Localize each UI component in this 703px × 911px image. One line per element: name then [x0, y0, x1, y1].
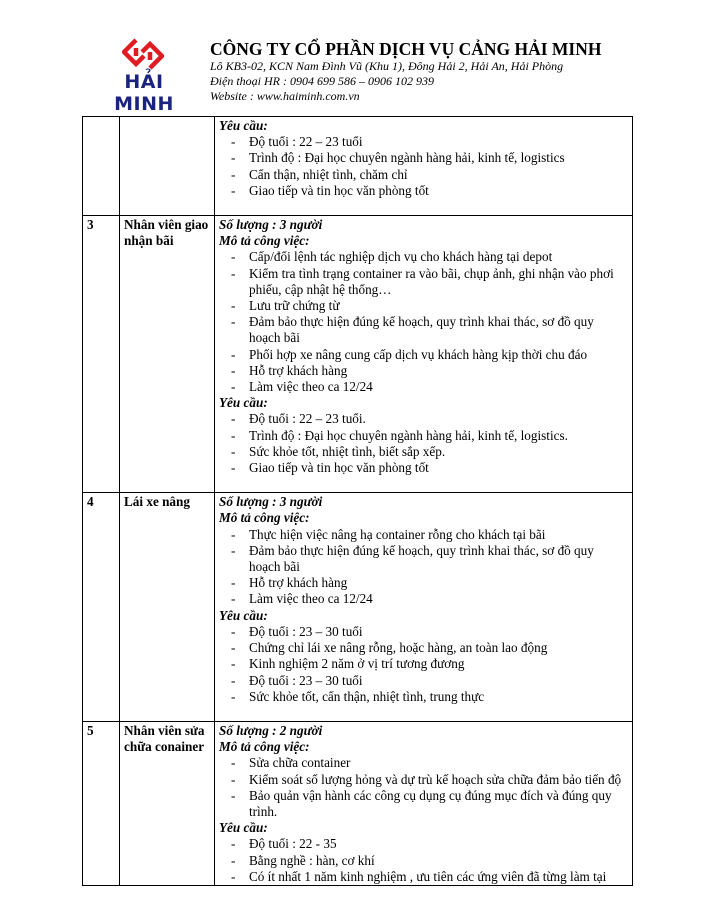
description-item: - Lưu trữ chứng từ [219, 298, 628, 314]
requirement-item: - Sức khỏe tốt, cẩn thận, nhiệt tình, trung thực [219, 689, 628, 705]
job-position: Lái xe nâng [120, 493, 215, 722]
job-row [83, 721, 633, 885]
requirement-list [219, 134, 628, 199]
description-item: - Hỗ trợ khách hàng [219, 363, 628, 379]
company-website: Website : www.haiminh.com.vn [210, 89, 360, 103]
description-heading: Mô tả công việc: [219, 739, 310, 755]
requirement-item: - Giao tiếp và tin học văn phòng tốt [219, 183, 628, 199]
requirement-item: - Sức khỏe tốt, nhiệt tình, biết sắp xếp. [219, 444, 628, 460]
requirement-item: - Độ tuổi : 22 – 23 tuổi [219, 134, 628, 150]
requirement-list [219, 624, 628, 705]
company-info [210, 39, 602, 104]
requirement-item: - Chứng chỉ lái xe nâng rỗng, hoặc hàng, an toàn lao động [219, 640, 628, 656]
job-table [82, 116, 633, 886]
description-heading: Mô tả công việc: [219, 233, 310, 249]
description-item: - Làm việc theo ca 12/24 [219, 379, 628, 395]
requirement-item: - Độ tuổi : 22 - 35 [219, 836, 628, 852]
requirement-item: - Giao tiếp và tin học văn phòng tốt [219, 460, 628, 476]
requirements-heading: Yêu cầu: [219, 395, 268, 411]
job-number: 4 [83, 493, 120, 722]
requirements-heading: Yêu cầu: [219, 118, 268, 133]
company-address: Lô KB3-02, KCN Nam Đình Vũ (Khu 1), Đông Hải 2, Hải An, Hải Phòng [210, 59, 564, 73]
requirement-item: - Trình độ : Đại học chuyên ngành hàng hải, kinh tế, logistics [219, 150, 628, 166]
job-row [83, 493, 633, 722]
job-number: 3 [83, 216, 120, 493]
requirement-list [219, 836, 628, 885]
description-item: - Kiểm soát số lượng hỏng và dự trù kế hoạch sửa chữa đảm bảo tiến độ [219, 772, 628, 788]
job-position [120, 117, 215, 216]
company-name: CÔNG TY CỔ PHẦN DỊCH VỤ CẢNG HẢI MINH [210, 39, 602, 59]
description-list [219, 249, 628, 395]
company-logo [94, 38, 194, 115]
description-item: - Cấp/đổi lệnh tác nghiệp dịch vụ cho khách hàng tại depot [219, 249, 628, 265]
logo-text: HẢI MINH [114, 71, 174, 115]
letterhead [94, 38, 654, 115]
description-item: - Hỗ trợ khách hàng [219, 575, 628, 591]
requirement-item: - Kinh nghiệm 2 năm ở vị trí tương đương [219, 656, 628, 672]
requirement-item: - Độ tuổi : 23 – 30 tuổi [219, 624, 628, 640]
description-item: - Bảo quản vận hành các công cụ dụng cụ đúng mục đích và đúng quy trình. [219, 788, 628, 820]
cell-spacer [219, 476, 628, 492]
job-row [83, 216, 633, 493]
requirement-item: - Trình độ : Đại học chuyên ngành hàng hải, kinh tế, logistics. [219, 428, 628, 444]
cell-spacer [219, 705, 628, 721]
job-details [215, 117, 633, 216]
quantity-label: Số lượng : 2 người [219, 722, 323, 738]
requirement-item: - Cẩn thận, nhiệt tình, chăm chỉ [219, 167, 628, 183]
requirement-item: - Độ tuổi : 22 – 23 tuổi. [219, 411, 628, 427]
description-item: - Làm việc theo ca 12/24 [219, 591, 628, 607]
requirement-item: - Độ tuổi : 23 – 30 tuổi [219, 673, 628, 689]
description-item: - Sửa chữa container [219, 755, 628, 771]
job-details [215, 216, 633, 493]
job-number: 5 [83, 721, 120, 885]
requirements-heading: Yêu cầu: [219, 607, 268, 623]
logo-mark-icon [122, 38, 164, 70]
job-position: Nhân viên sửa chữa conainer [120, 721, 215, 885]
requirement-list [219, 411, 628, 476]
job-position: Nhân viên giao nhận bãi [120, 216, 215, 493]
requirements-heading: Yêu cầu: [219, 820, 268, 836]
description-item: - Kiểm tra tình trạng container ra vào bãi, chụp ảnh, ghi nhận vào phơi phiếu, cập nhật hệ thống… [219, 266, 628, 298]
job-details [215, 493, 633, 722]
description-item: - Đảm bảo thực hiện đúng kế hoạch, quy trình khai thác, sơ đồ quy hoạch bãi [219, 314, 628, 346]
description-heading: Mô tả công việc: [219, 510, 310, 526]
job-row [83, 117, 633, 216]
quantity-label: Số lượng : 3 người [219, 217, 323, 233]
description-list [219, 755, 628, 820]
job-number [83, 117, 120, 216]
cell-spacer [219, 199, 628, 215]
description-item: - Phối hợp xe nâng cung cấp dịch vụ khách hàng kịp thời chu đáo [219, 347, 628, 363]
description-item: - Thực hiện việc nâng hạ container rỗng cho khách tại bãi [219, 527, 628, 543]
description-list [219, 527, 628, 608]
quantity-label: Số lượng : 3 người [219, 494, 323, 510]
requirement-item: - Bằng nghề : hàn, cơ khí [219, 853, 628, 869]
job-details [215, 721, 633, 885]
company-phone: Điện thoại HR : 0904 699 586 – 0906 102 939 [210, 74, 434, 88]
description-item: - Đảm bảo thực hiện đúng kế hoạch, quy trình khai thác, sơ đồ quy hoạch bãi [219, 543, 628, 575]
requirement-item: - Có ít nhất 1 năm kinh nghiệm , ưu tiên các ứng viên đã từng làm tại [219, 869, 628, 885]
